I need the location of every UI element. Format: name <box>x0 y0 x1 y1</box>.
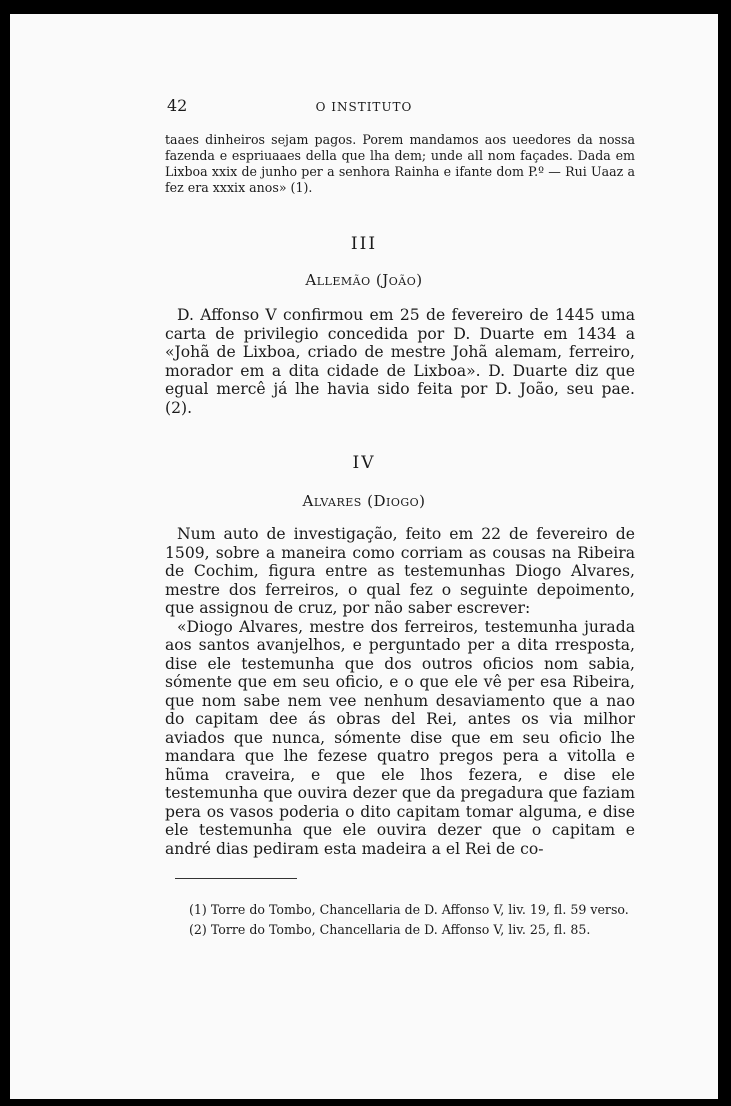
section-3-numeral: III <box>350 234 378 254</box>
section-4-paragraph-2: «Diogo Alvares, mestre dos ferreiros, testemunha jurada aos santos avanjelhos, e perguntado per a dita rresposta, dise ele testemunha que dos outros oficios nom sabia, sómente que em seu oficio, e o que ele vê per esa Ribeira, que nom sabe nem vee nenhum desaviamento que a nao do capitam dee ás obras del Rei, antes os via milhor aviados que nunca, sómente dise que em seu oficio lhe mandara que lhe fezese quatro pregos pera a vitolla e hũma craveira, e que ele lhos fezera, e dise ele testemunha que ouvira dezer que da pregadura que faziam pera os vasos poderia o dito capitam tomar alguma, e dise ele testemunha que ele ouvira dezer que o capitam e andré dias pediram esta madeira a el Rei de co- <box>165 617 635 858</box>
section-4-body <box>165 525 635 858</box>
intro-paragraph: taaes dinheiros sejam pagos. Porem mandamos aos ueedores da nossa fazenda e espriuaaes della que lha dem; unde all nom façades. Dada em Lixboa xxix de junho per a senhora Rainha e ifante dom P.º — Rui Uaaz a fez era xxxix anos» (1). <box>165 132 635 195</box>
section-4-numeral: IV <box>352 453 376 473</box>
section-3-paragraph: D. Affonso V confirmou em 25 de fevereiro de 1445 uma carta de privilegio concedida por D. Duarte em 1434 a «Johã de Lixboa, criado de mestre Johã alemam, ferreiro, morador em a dita cidade de Lixboa». D. Duarte diz que egual mercê já lhe havia sido feita por D. João, seu pae. (2). <box>165 306 635 417</box>
footnote-2: (2) Torre do Tombo, Chancellaria de D. Affonso V, liv. 25, fl. 85. <box>189 922 591 937</box>
intro-paragraph-block <box>165 132 635 196</box>
running-title: O INSTITUTO <box>315 100 413 114</box>
section-4-paragraph-1: Num auto de investigação, feito em 22 de fevereiro de 1509, sobre a maneira como corriam as cousas na Ribeira de Cochim, figura entre as testemunhas Diogo Alvares, mestre dos ferreiros, o qual fez o seguinte depoimento, que assignou de cruz, por não saber escrever: <box>165 525 635 617</box>
page-number: 42 <box>167 96 188 115</box>
book-page <box>10 14 718 1099</box>
section-4-title: Alvares (Diogo) <box>302 492 426 510</box>
section-3-title: Allemão (João) <box>305 271 423 289</box>
footnotes <box>165 902 635 938</box>
section-3-body <box>165 306 635 417</box>
footnote-1: (1) Torre do Tombo, Chancellaria de D. Affonso V, liv. 19, fl. 59 verso. <box>189 902 629 917</box>
footnote-divider <box>175 878 297 879</box>
